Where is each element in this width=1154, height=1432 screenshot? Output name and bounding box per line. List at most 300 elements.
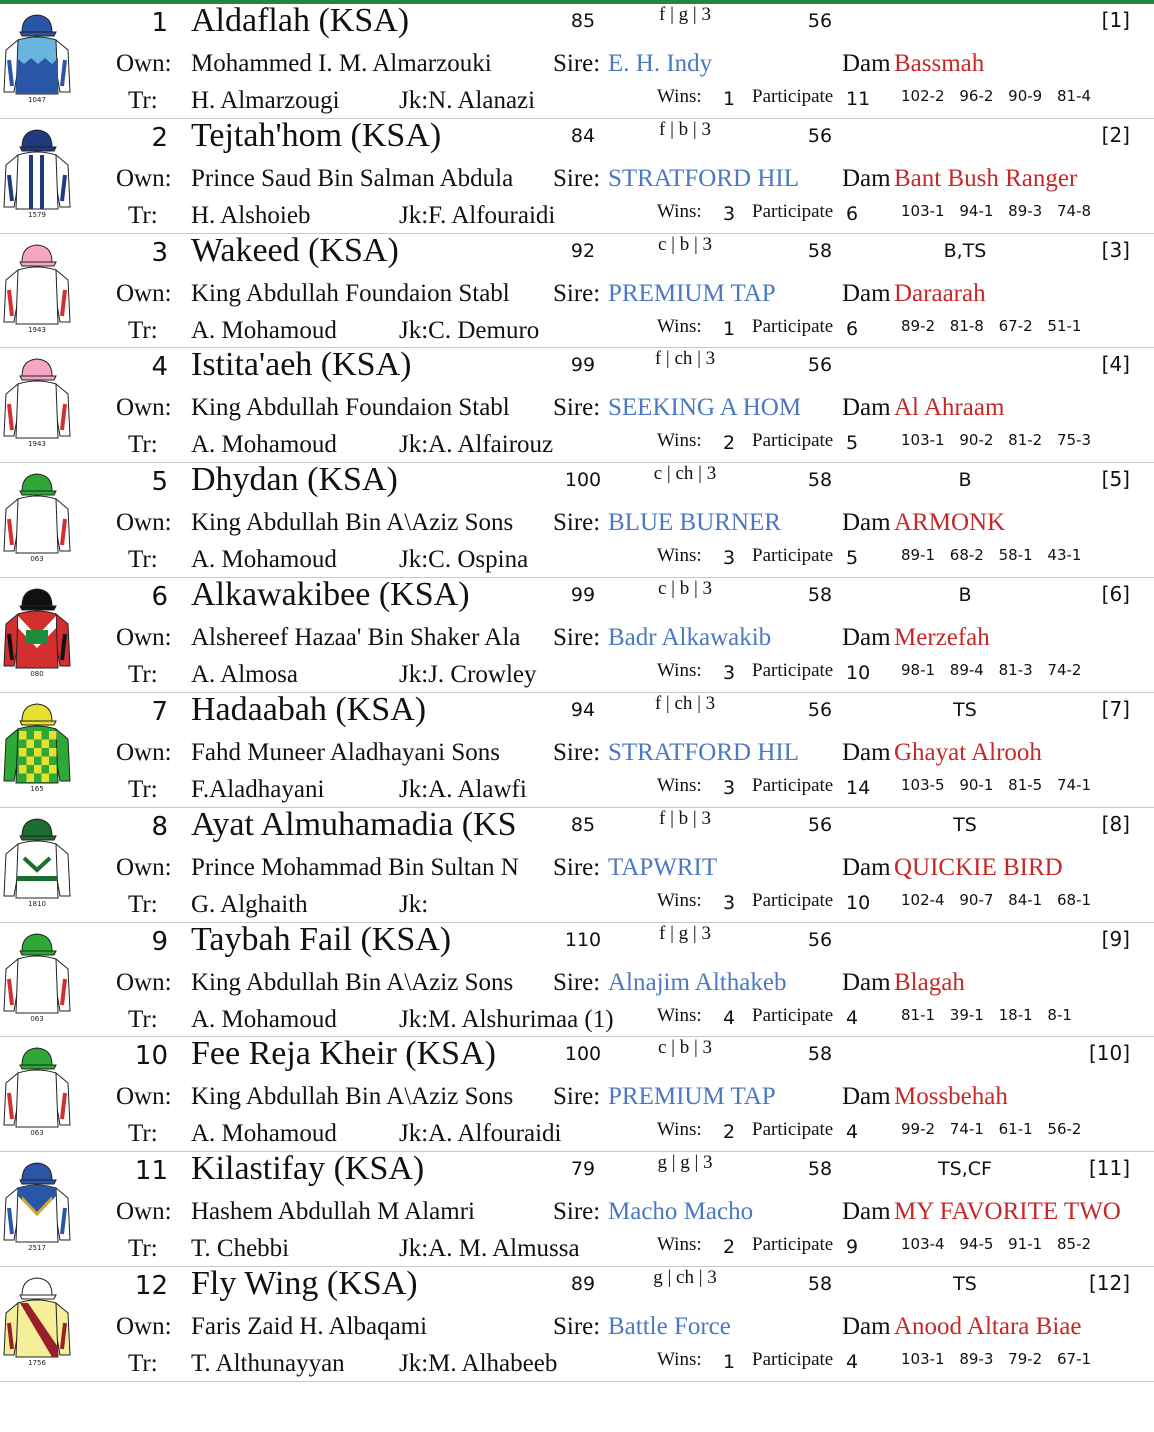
jockey-name: Jk:A. M. Almussa <box>399 1235 580 1263</box>
owner-label: Own: <box>116 1313 172 1341</box>
silks-pattern <box>40 155 44 209</box>
silks-cap-peak <box>20 491 56 495</box>
participate-count: 14 <box>846 776 871 799</box>
trainer-name: A. Mohamoud <box>191 1120 337 1148</box>
sire-label: Sire: <box>553 1083 601 1111</box>
silks-cap-peak <box>20 606 56 610</box>
runner-row[interactable] <box>0 920 1154 1038</box>
silks-cap <box>22 15 52 32</box>
draw-position: [2] <box>1101 122 1130 147</box>
silks-icon <box>2 10 72 98</box>
wins-label: Wins: <box>657 660 702 682</box>
dam-label: Dam <box>842 853 891 881</box>
runner-row[interactable] <box>0 1267 1154 1382</box>
wins-label: Wins: <box>657 430 702 452</box>
jockey-silks <box>2 469 72 565</box>
trainer-name: A. Mohamoud <box>191 1005 337 1033</box>
horse-name[interactable]: Wakeed (KSA) <box>191 231 399 269</box>
sire-label: Sire: <box>553 394 601 422</box>
wins-count: 4 <box>723 1006 736 1029</box>
carried-weight: 58 <box>807 1273 833 1296</box>
owner-name: Prince Saud Bin Salman Abdula <box>191 164 514 192</box>
jockey-name: Jk:A. Alfairouz <box>399 431 554 459</box>
horse-rating: 99 <box>570 584 596 607</box>
runner-row[interactable] <box>0 578 1154 693</box>
runner-row[interactable] <box>0 463 1154 578</box>
horse-name[interactable]: Ayat Almuhamadia (KS <box>191 805 517 843</box>
runner-row[interactable] <box>0 1037 1154 1152</box>
owner-name: Mohammed I. M. Almarzouki <box>191 50 492 77</box>
horse-name[interactable]: Alkawakibee (KSA) <box>191 576 470 614</box>
trainer-label: Tr: <box>128 775 158 803</box>
wins-count: 2 <box>723 432 736 455</box>
silks-cap <box>22 589 52 606</box>
jockey-name: Jk:F. Alfouraidi <box>399 201 556 229</box>
jockey-silks <box>2 929 72 1025</box>
owner-label: Own: <box>116 279 172 307</box>
trainer-name: T. Chebbi <box>191 1235 290 1263</box>
horse-rating: 89 <box>570 1273 596 1296</box>
draw-position: [3] <box>1101 237 1130 262</box>
silks-pattern <box>27 773 35 782</box>
owner-label: Own: <box>116 1198 172 1226</box>
silks-body <box>16 152 58 209</box>
jockey-silks <box>2 814 72 910</box>
silks-pattern <box>42 739 50 748</box>
sex-color-age: g | g | 3 <box>657 1152 713 1174</box>
wins-label: Wins: <box>657 1349 702 1371</box>
owner-name: King Abdullah Foundaion Stabl <box>191 279 510 307</box>
jockey-name: Jk:N. Alanazi <box>399 87 536 114</box>
runner-row[interactable] <box>0 690 1154 808</box>
recent-form: 103-1 94-1 89-3 74-8 <box>901 201 1092 220</box>
draw-position: [5] <box>1101 467 1130 492</box>
silks-body <box>16 1070 58 1127</box>
jockey-silks <box>2 1043 72 1139</box>
trainer-name: A. Almosa <box>191 661 298 689</box>
wins-label: Wins: <box>657 774 702 796</box>
trainer-name: A. Mohamoud <box>191 316 337 344</box>
sex-color-age: g | ch | 3 <box>653 1267 717 1289</box>
participate-count: 11 <box>846 88 871 110</box>
participate-label: Participate <box>752 86 834 107</box>
jockey-name: Jk: <box>399 890 429 918</box>
draw-position: [8] <box>1101 811 1130 836</box>
equipment-gear: B,TS <box>943 239 987 262</box>
owner-name: King Abdullah Bin A\Aziz Sons <box>191 509 514 537</box>
participate-count: 6 <box>846 202 859 225</box>
silks-cap <box>22 474 52 491</box>
trainer-label: Tr: <box>128 1120 158 1148</box>
wins-count: 2 <box>723 1236 736 1259</box>
sire-label: Sire: <box>553 738 601 766</box>
silks-number: 165 <box>30 784 44 793</box>
runner-row[interactable] <box>0 805 1154 923</box>
wins-label: Wins: <box>657 86 702 107</box>
silks-pattern <box>49 748 57 757</box>
trainer-label: Tr: <box>128 316 158 344</box>
silks-cap <box>22 1278 52 1295</box>
wins-count: 1 <box>723 317 736 340</box>
dam-label: Dam <box>842 279 891 307</box>
silks-cap-peak <box>20 262 56 266</box>
horse-rating: 85 <box>570 813 596 836</box>
horse-name[interactable]: Aldaflah (KSA) <box>191 2 410 39</box>
silks-cap-peak <box>20 147 56 151</box>
silks-cap-peak <box>20 32 56 36</box>
dam-label: Dam <box>842 1083 891 1111</box>
dam-name[interactable]: QUICKIE BIRD <box>894 853 1063 881</box>
silks-pattern <box>27 756 35 765</box>
participate-label: Participate <box>752 774 834 796</box>
silks-icon <box>2 1158 72 1246</box>
dam-name[interactable]: Bassmah <box>894 50 985 77</box>
sire-name[interactable]: PREMIUM TAP <box>608 279 776 307</box>
dam-label: Dam <box>842 624 891 652</box>
sex-color-age: c | b | 3 <box>657 1037 713 1059</box>
draw-position: [7] <box>1101 696 1130 721</box>
silks-pattern <box>19 731 27 740</box>
dam-name[interactable]: Al Ahraam <box>894 394 1005 422</box>
runner-row[interactable] <box>0 348 1154 463</box>
silks-pattern <box>34 731 42 740</box>
draw-position: [11] <box>1088 1156 1130 1181</box>
horse-rating: 99 <box>570 354 596 377</box>
silks-cap-peak <box>20 376 56 380</box>
trainer-label: Tr: <box>128 87 158 114</box>
trainer-name: A. Mohamoud <box>191 431 337 459</box>
draw-position: [6] <box>1101 582 1130 607</box>
wins-count: 3 <box>723 662 736 685</box>
saddle-number: 12 <box>134 1271 168 1302</box>
silks-pattern <box>27 739 35 748</box>
dam-name[interactable]: Daraarah <box>894 279 986 307</box>
owner-name: Prince Mohammad Bin Sultan N <box>191 853 519 881</box>
carried-weight: 56 <box>807 354 833 377</box>
silks-pattern <box>34 748 42 757</box>
horse-rating: 100 <box>564 469 602 492</box>
horse-name[interactable]: Fly Wing (KSA) <box>191 1265 418 1303</box>
silks-icon <box>2 125 72 213</box>
saddle-number: 1 <box>151 8 168 38</box>
owner-name: King Abdullah Bin A\Aziz Sons <box>191 1083 514 1111</box>
sire-name[interactable]: TAPWRIT <box>608 853 718 881</box>
wins-count: 1 <box>723 1351 736 1374</box>
sire-label: Sire: <box>553 1313 601 1341</box>
jockey-silks <box>2 1273 72 1369</box>
trainer-label: Tr: <box>128 201 158 229</box>
silks-cap <box>22 1048 52 1065</box>
jockey-silks <box>2 699 72 795</box>
dam-name[interactable]: Anood Altara Biae <box>894 1313 1082 1341</box>
participate-count: 10 <box>846 662 871 685</box>
participate-label: Participate <box>752 1349 834 1371</box>
silks-pattern <box>34 765 42 774</box>
recent-form: 103-1 89-3 79-2 67-1 <box>901 1350 1092 1369</box>
owner-label: Own: <box>116 738 172 766</box>
sire-label: Sire: <box>553 164 601 192</box>
dam-label: Dam <box>842 1313 891 1341</box>
horse-name[interactable]: Dhydan (KSA) <box>191 461 398 499</box>
wins-count: 1 <box>723 88 736 110</box>
sire-name[interactable]: Alnajim Althakeb <box>608 968 787 996</box>
silks-cap <box>22 819 52 836</box>
silks-number: 1756 <box>28 1359 46 1368</box>
wins-count: 2 <box>723 1121 736 1144</box>
trainer-label: Tr: <box>128 661 158 689</box>
wins-label: Wins: <box>657 1119 702 1141</box>
owner-name: Faris Zaid H. Albaqami <box>191 1313 428 1341</box>
silks-number: 1810 <box>28 899 46 908</box>
sire-name[interactable]: STRATFORD HIL <box>608 738 799 766</box>
runner-row[interactable] <box>0 116 1154 234</box>
silks-icon <box>2 584 72 672</box>
participate-count: 6 <box>846 317 859 340</box>
silks-cap-peak <box>20 1295 56 1299</box>
carried-weight: 56 <box>807 124 833 147</box>
silks-cap <box>22 704 52 721</box>
silks-pattern <box>17 876 57 881</box>
silks-pattern <box>19 748 27 757</box>
wins-label: Wins: <box>657 1004 702 1026</box>
jockey-silks <box>2 125 72 221</box>
silks-body <box>16 381 58 438</box>
silks-number: 1047 <box>28 96 46 104</box>
silks-cap-peak <box>20 721 56 725</box>
dam-label: Dam <box>842 738 891 766</box>
dam-name[interactable]: Mossbehah <box>894 1083 1008 1111</box>
owner-label: Own: <box>116 394 172 422</box>
trainer-name: A. Mohamoud <box>191 546 337 574</box>
participate-label: Participate <box>752 1234 834 1256</box>
silks-cap-peak <box>20 1180 56 1184</box>
recent-form: 99-2 74-1 61-1 56-2 <box>901 1120 1082 1139</box>
jockey-name: Jk:M. Alshurimaa (1) <box>399 1005 614 1033</box>
trainer-name: T. Althunayyan <box>191 1350 345 1378</box>
silks-cap <box>22 359 52 376</box>
participate-label: Participate <box>752 200 834 222</box>
participate-count: 4 <box>846 1006 859 1029</box>
silks-cap-peak <box>20 836 56 840</box>
sire-label: Sire: <box>553 279 601 307</box>
draw-position: [12] <box>1088 1271 1130 1296</box>
carried-weight: 58 <box>807 1158 833 1181</box>
dam-label: Dam <box>842 394 891 422</box>
sex-color-age: f | b | 3 <box>659 807 711 829</box>
recent-form: 81-1 39-1 18-1 8-1 <box>901 1005 1072 1024</box>
silks-icon <box>2 814 72 902</box>
horse-name[interactable]: Hadaabah (KSA) <box>191 690 427 728</box>
silks-cap-peak <box>20 951 56 955</box>
silks-body <box>16 956 58 1013</box>
owner-label: Own: <box>116 853 172 881</box>
trainer-label: Tr: <box>128 890 158 918</box>
silks-pattern <box>42 756 50 765</box>
silks-icon <box>2 469 72 557</box>
wins-label: Wins: <box>657 545 702 567</box>
trainer-label: Tr: <box>128 431 158 459</box>
saddle-number: 10 <box>134 1041 168 1072</box>
trainer-name: H. Almarzougi <box>191 87 340 114</box>
participate-count: 4 <box>846 1351 859 1374</box>
owner-name: Fahd Muneer Aladhayani Sons <box>191 738 500 766</box>
jockey-silks <box>2 240 72 336</box>
draw-position: [4] <box>1101 352 1130 377</box>
silks-icon <box>2 929 72 1017</box>
saddle-number: 8 <box>151 811 168 842</box>
participate-label: Participate <box>752 889 834 911</box>
saddle-number: 5 <box>151 467 168 498</box>
silks-cap <box>22 130 52 147</box>
wins-count: 3 <box>723 891 736 914</box>
horse-name[interactable]: Istita'aeh (KSA) <box>191 346 412 384</box>
carried-weight: 56 <box>807 698 833 721</box>
draw-position: [1] <box>1101 8 1130 32</box>
dam-label: Dam <box>842 509 891 537</box>
horse-rating: 84 <box>570 124 596 147</box>
participate-label: Participate <box>752 545 834 567</box>
carried-weight: 56 <box>807 813 833 836</box>
sex-color-age: f | ch | 3 <box>654 692 716 714</box>
horse-rating: 94 <box>570 698 596 721</box>
silks-pattern <box>19 765 27 774</box>
equipment-gear: B <box>958 584 972 607</box>
participate-label: Participate <box>752 315 834 337</box>
carried-weight: 58 <box>807 469 833 492</box>
draw-position: [9] <box>1101 926 1130 951</box>
sex-color-age: c | b | 3 <box>657 578 713 600</box>
wins-label: Wins: <box>657 315 702 337</box>
sire-label: Sire: <box>553 968 601 996</box>
owner-label: Own: <box>116 509 172 537</box>
runner-row[interactable] <box>0 1152 1154 1267</box>
recent-form: 89-1 68-2 58-1 43-1 <box>901 546 1082 565</box>
owner-name: King Abdullah Foundaion Stabl <box>191 394 510 422</box>
trainer-name: F.Aladhayani <box>191 775 325 803</box>
wins-label: Wins: <box>657 889 702 911</box>
silks-pattern <box>29 155 33 209</box>
horse-name[interactable]: Fee Reja Kheir (KSA) <box>191 1035 496 1073</box>
saddle-number: 9 <box>151 926 168 957</box>
sire-name[interactable]: PREMIUM TAP <box>608 1083 776 1111</box>
silks-icon <box>2 1273 72 1361</box>
wins-count: 3 <box>723 202 736 225</box>
owner-label: Own: <box>116 1083 172 1111</box>
silks-icon <box>2 240 72 328</box>
jockey-name: Jk:C. Ospina <box>399 546 529 574</box>
silks-pattern <box>42 773 50 782</box>
wins-count: 3 <box>723 776 736 799</box>
silks-icon <box>2 1043 72 1131</box>
participate-count: 5 <box>846 547 859 570</box>
carried-weight: 56 <box>807 10 833 32</box>
dam-name[interactable]: Bant Bush Ranger <box>894 164 1078 192</box>
trainer-label: Tr: <box>128 1005 158 1033</box>
saddle-number: 6 <box>151 582 168 613</box>
recent-form: 102-4 90-7 84-1 68-1 <box>901 890 1092 909</box>
jockey-silks <box>2 354 72 450</box>
silks-cap <box>22 1163 52 1180</box>
dam-name[interactable]: Ghayat Alrooh <box>894 738 1042 766</box>
horse-rating: 110 <box>564 928 602 951</box>
runner-row[interactable] <box>0 231 1154 349</box>
sire-name[interactable]: Macho Macho <box>608 1198 754 1226</box>
horse-name[interactable]: Kilastifay (KSA) <box>191 1150 425 1188</box>
recent-form: 103-1 90-2 81-2 75-3 <box>901 431 1092 450</box>
recent-form: 89-2 81-8 67-2 51-1 <box>901 316 1082 335</box>
horse-rating: 100 <box>564 1043 602 1066</box>
jockey-silks <box>2 10 72 106</box>
horse-rating: 92 <box>570 239 596 262</box>
silks-number: 1943 <box>28 325 46 334</box>
horse-name[interactable]: Taybah Fail (KSA) <box>191 920 452 958</box>
sire-name[interactable]: STRATFORD HIL <box>608 164 799 192</box>
horse-name[interactable]: Tejtah'hom (KSA) <box>191 116 442 154</box>
owner-label: Own: <box>116 164 172 192</box>
sire-label: Sire: <box>553 50 601 77</box>
dam-name[interactable]: Merzefah <box>894 624 990 652</box>
draw-position: [10] <box>1088 1041 1130 1066</box>
equipment-gear: TS <box>953 698 977 721</box>
jockey-name: Jk:A. Alawfi <box>399 775 527 803</box>
participate-label: Participate <box>752 430 834 452</box>
jockey-name: Jk:J. Crowley <box>399 661 537 689</box>
owner-name: Alshereef Hazaa' Bin Shaker Ala <box>191 624 521 652</box>
sire-name[interactable]: Badr Alkawakib <box>608 624 772 652</box>
saddle-number: 11 <box>134 1156 168 1187</box>
dam-name[interactable]: MY FAVORITE TWO <box>894 1198 1121 1226</box>
silks-pattern <box>26 630 48 644</box>
saddle-number: 2 <box>151 122 168 153</box>
trainer-label: Tr: <box>128 546 158 574</box>
silks-body <box>16 496 58 553</box>
wins-label: Wins: <box>657 200 702 222</box>
carried-weight: 58 <box>807 1043 833 1066</box>
dam-label: Dam <box>842 1198 891 1226</box>
sex-color-age: f | ch | 3 <box>654 348 716 370</box>
sire-name[interactable]: BLUE BURNER <box>608 509 781 537</box>
trainer-label: Tr: <box>128 1350 158 1378</box>
silks-cap <box>22 934 52 951</box>
sire-name[interactable]: Battle Force <box>608 1313 731 1341</box>
owner-label: Own: <box>116 624 172 652</box>
participate-count: 5 <box>846 432 859 455</box>
sire-label: Sire: <box>553 624 601 652</box>
participate-count: 4 <box>846 1121 859 1144</box>
sire-name[interactable]: E. H. Indy <box>608 50 713 77</box>
trainer-label: Tr: <box>128 1235 158 1263</box>
dam-label: Dam <box>842 164 891 192</box>
owner-label: Own: <box>116 968 172 996</box>
silks-number: 063 <box>30 555 44 564</box>
silks-number: 063 <box>30 1129 44 1138</box>
dam-name[interactable]: ARMONK <box>894 509 1006 537</box>
sire-label: Sire: <box>553 853 601 881</box>
recent-form: 103-4 94-5 91-1 85-2 <box>901 1235 1092 1254</box>
wins-count: 3 <box>723 547 736 570</box>
participate-count: 9 <box>846 1236 859 1259</box>
silks-icon <box>2 699 72 787</box>
recent-form: 103-5 90-1 81-5 74-1 <box>901 775 1092 794</box>
dam-name[interactable]: Blagah <box>894 968 965 996</box>
runner-row[interactable] <box>0 4 1154 119</box>
horse-rating: 79 <box>570 1158 596 1181</box>
equipment-gear: B <box>958 469 972 492</box>
silks-number: 1579 <box>28 210 46 219</box>
sire-name[interactable]: SEEKING A HOM <box>608 394 802 422</box>
sex-color-age: f | g | 3 <box>659 4 711 25</box>
sex-color-age: c | b | 3 <box>657 233 713 255</box>
